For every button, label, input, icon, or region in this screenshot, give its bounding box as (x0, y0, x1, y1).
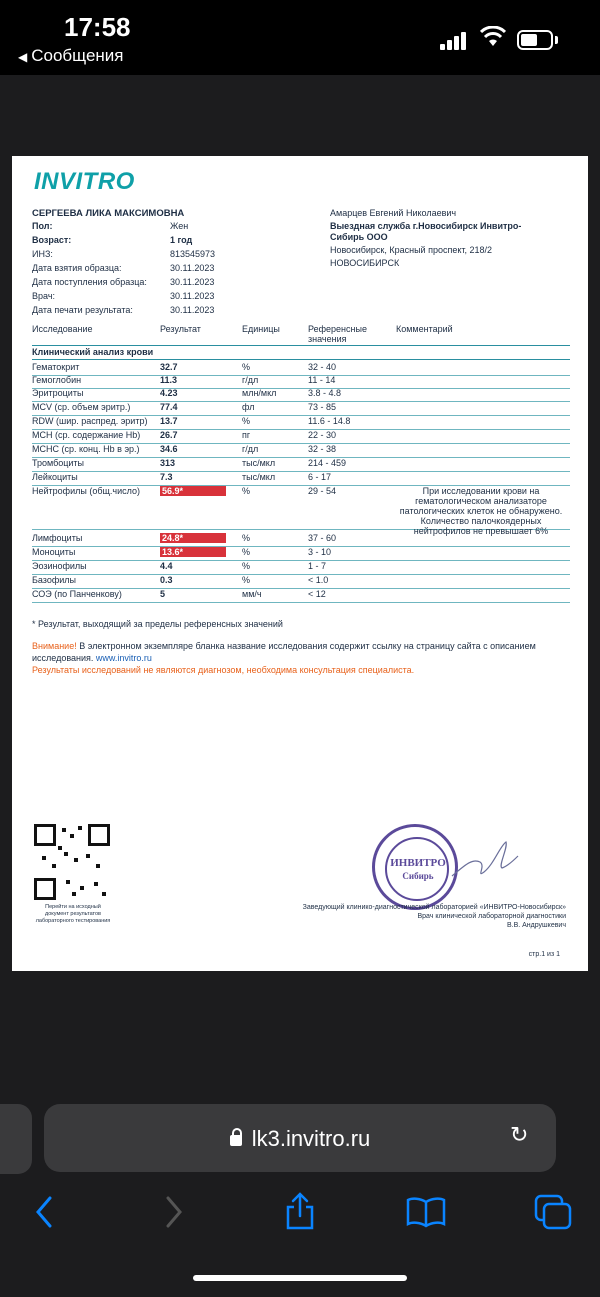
row-test-name[interactable] (32, 388, 83, 398)
previous-tab-preview[interactable] (0, 1104, 32, 1174)
row-test-name[interactable] (32, 561, 87, 571)
row-ref (308, 561, 326, 571)
row-test-name-text: Гемоглобин (32, 375, 82, 385)
row-test-name[interactable] (32, 458, 84, 468)
battery-tip (555, 36, 558, 44)
row-test-name[interactable] (32, 375, 81, 385)
row-ref-text: 32 - 40 (308, 362, 337, 372)
row-ref-text: 29 - 54 (308, 486, 337, 496)
doctor-label: Врач: (32, 291, 56, 301)
row-comment-line: патологических клеток не обнаружено. (399, 506, 563, 516)
row-test-name-text: Лейкоциты (32, 472, 78, 482)
printed-value: 30.11.2023 (170, 305, 215, 315)
tabs-icon[interactable] (534, 1194, 572, 1230)
row-ref-text: < 1.0 (308, 575, 329, 585)
row-ref-text: 37 - 60 (308, 533, 337, 543)
qr-caption-1: Перейти на исходный (45, 904, 101, 910)
row-test-name-text: Эозинофилы (32, 561, 87, 571)
stamp-text-2: Сибирь (402, 871, 434, 881)
share-icon[interactable] (284, 1192, 316, 1230)
row-units (242, 402, 254, 412)
row-result-text: 0.3 (160, 575, 173, 585)
signer-title-2: Врач клинической лабораторной диагностики (417, 913, 566, 920)
row-divider (32, 560, 570, 561)
row-units-text: фл (242, 402, 255, 412)
row-comment-line: нейтрофилов не превышает 6% (413, 526, 549, 536)
row-divider (32, 574, 570, 575)
row-result-text: 4.4 (160, 561, 173, 571)
wifi-icon (480, 26, 506, 48)
row-test-name-text: Нейтрофилы (общ.число) (32, 486, 140, 496)
row-comment-line: гематологическом анализаторе (415, 496, 547, 506)
row-result (160, 561, 173, 571)
row-units-text: тыс/мкл (242, 472, 276, 482)
row-result (160, 375, 177, 385)
row-ref-text: 3.8 - 4.8 (308, 388, 342, 398)
row-test-name[interactable] (32, 362, 79, 372)
row-result-text: 5 (160, 589, 166, 599)
row-units-text: % (242, 547, 251, 557)
row-ref (308, 444, 336, 454)
row-ref (308, 430, 336, 440)
warning-prefix: исследования. (32, 653, 96, 663)
row-ref (308, 416, 350, 426)
row-test-name-text: Лимфоциты (32, 533, 83, 543)
col-comment: Комментарий (396, 324, 453, 334)
received-value: 30.11.2023 (170, 277, 215, 287)
row-test-name[interactable] (32, 486, 140, 496)
row-test-name-text: MCV (ср. объем эритр.) (32, 402, 131, 412)
lab-stamp (372, 824, 458, 910)
row-units-text: г/дл (242, 444, 259, 454)
row-test-name[interactable] (32, 589, 122, 599)
row-divider (32, 375, 570, 376)
row-result-text: 34.6 (160, 444, 178, 454)
row-result (160, 430, 178, 440)
qr-caption-2: документ результатов (45, 911, 101, 917)
invitro-logo: INVITRO (34, 168, 135, 195)
row-comment-line: Количество палочкоядерных (420, 516, 542, 526)
warning-line-3: Результаты исследований не являются диагнозом, необходима консультация специалиста. (32, 665, 415, 675)
row-units-text: % (242, 561, 251, 571)
row-result-text: 24.8* (160, 533, 226, 543)
row-result (160, 589, 165, 599)
row-units (242, 561, 250, 571)
row-units (242, 589, 262, 599)
row-units (242, 416, 250, 426)
row-ref (308, 458, 346, 468)
row-result-text: 7.3 (160, 472, 173, 482)
row-result (160, 533, 226, 543)
row-result-text: 13.7 (160, 416, 178, 426)
clock: 17:58 (64, 12, 131, 42)
lab-result-document (12, 156, 588, 971)
row-ref (308, 388, 341, 398)
row-units (242, 486, 250, 496)
row-units-text: % (242, 533, 251, 543)
doctor-value: 30.11.2023 (170, 291, 215, 301)
row-units (242, 547, 250, 557)
warning-line-2 (32, 653, 152, 663)
signer-title-1: Заведующий клинико-диагностической лабораторией «ИНВИТРО-Новосибирск» (302, 904, 566, 911)
row-ref-text: 11.6 - 14.8 (308, 416, 351, 426)
row-ref-text: 214 - 459 (308, 458, 347, 468)
col-test: Исследование (32, 324, 93, 334)
clinic-service-2: Сибирь ООО (330, 232, 388, 242)
reload-icon[interactable]: ↻ (510, 1122, 529, 1147)
row-result-text: 32.7 (160, 362, 178, 372)
row-units (242, 575, 250, 585)
row-test-name[interactable] (32, 547, 75, 557)
row-result-text: 13.6* (160, 547, 226, 557)
row-test-name-text: Тромбоциты (32, 458, 85, 468)
clinic-city: НОВОСИБИРСК (330, 258, 400, 268)
header-divider (32, 345, 570, 346)
row-units (242, 444, 258, 454)
warning-line-1 (32, 641, 536, 651)
signature-icon (450, 836, 520, 886)
patient-name: СЕРГЕЕВА ЛИКА МАКСИМОВНА (32, 208, 185, 219)
row-units-text: млн/мкл (242, 388, 277, 398)
row-result-text: 56.9* (160, 486, 226, 496)
row-units (242, 458, 275, 468)
row-units (242, 533, 250, 543)
row-ref (308, 575, 328, 585)
browser-bottom-bar (0, 1090, 600, 1297)
row-ref-text: 32 - 38 (308, 444, 337, 454)
row-test-name[interactable] (32, 402, 130, 412)
row-test-name[interactable] (32, 533, 82, 543)
lock-icon (230, 1135, 242, 1146)
row-test-name-text: MCH (ср. содержание Hb) (32, 430, 141, 440)
clinic-person: Амарцев Евгений Николаевич (330, 208, 457, 218)
row-units (242, 430, 250, 440)
row-ref (308, 375, 335, 385)
row-units (242, 472, 275, 482)
url-text: lk3.invitro.ru (251, 1126, 371, 1151)
row-units-text: пг (242, 430, 251, 440)
row-result-text: 4.23 (160, 388, 178, 398)
clinic-service-1: Выездная служба г.Новосибирск Инвитро- (330, 221, 522, 231)
row-test-name[interactable] (32, 430, 140, 440)
col-units: Единицы (242, 324, 280, 334)
row-ref (308, 533, 336, 543)
row-comment-line: При исследовании крови на (422, 486, 540, 496)
col-result: Результат (160, 324, 201, 334)
back-to-messages[interactable] (18, 46, 124, 66)
row-ref (308, 472, 331, 482)
section-title: Клинический анализ крови (32, 347, 154, 357)
row-result (160, 458, 175, 468)
received-label: Дата поступления образца: (32, 277, 147, 287)
footnote: * Результат, выходящий за пределы референсных значений (32, 619, 283, 629)
status-bar (0, 0, 600, 75)
row-ref (308, 486, 336, 496)
stamp-text-1: ИНВИТРО (390, 857, 446, 869)
row-units-text: % (242, 416, 251, 426)
warning-text: В электронном экземпляре бланка название исследования содержит ссылку на страницу сайта с описанием (76, 641, 536, 651)
row-test-name-text: Эритроциты (32, 388, 84, 398)
row-test-name-text: Моноциты (32, 547, 76, 557)
row-ref-text: 22 - 30 (308, 430, 337, 440)
clinic-address: Новосибирск, Красный проспект, 218/2 (330, 245, 493, 255)
battery-icon (517, 30, 553, 50)
row-result (160, 575, 173, 585)
page-number: стр.1 из 1 (528, 951, 560, 958)
row-ref (308, 402, 336, 412)
row-ref-text: < 12 (308, 589, 326, 599)
age-label: Возраст: (32, 235, 72, 245)
age-value: 1 год (170, 235, 193, 245)
row-result-text: 77.4 (160, 402, 178, 412)
row-ref-text: 3 - 10 (308, 547, 332, 557)
row-test-name[interactable] (32, 444, 140, 454)
inz-value: 813545973 (170, 249, 216, 259)
url-display[interactable] (44, 1126, 556, 1152)
row-test-name-text: MCHC (ср. конц. Hb в эр.) (32, 444, 140, 454)
address-bar[interactable] (44, 1104, 556, 1172)
back-label: Сообщения (31, 46, 124, 65)
row-ref-text: 11 - 14 (308, 375, 336, 385)
row-divider (32, 471, 570, 472)
warning-word: Внимание! (32, 641, 77, 651)
back-triangle-icon: ◀ (18, 50, 28, 64)
qr-code[interactable] (34, 824, 110, 900)
back-icon[interactable] (34, 1196, 54, 1228)
row-result (160, 486, 226, 496)
col-ref-1: Референсные (308, 324, 367, 334)
row-divider (32, 546, 570, 547)
taken-value: 30.11.2023 (170, 263, 215, 273)
row-test-name-text: RDW (шир. распред. эритр) (32, 416, 148, 426)
row-ref (308, 547, 331, 557)
sex-value: Жен (170, 221, 189, 231)
row-result (160, 547, 226, 557)
row-units-text: % (242, 486, 251, 496)
row-units-text: мм/ч (242, 589, 262, 599)
row-result (160, 402, 178, 412)
row-ref-text: 1 - 7 (308, 561, 327, 571)
col-ref-2: значения (308, 334, 347, 344)
bookmarks-icon[interactable] (406, 1196, 446, 1228)
row-test-name-text: Базофилы (32, 575, 76, 585)
row-test-name[interactable] (32, 575, 76, 585)
row-units (242, 388, 276, 398)
signal-icon (440, 30, 470, 50)
row-ref (308, 362, 336, 372)
row-ref-text: 6 - 17 (308, 472, 332, 482)
row-units-text: % (242, 362, 251, 372)
row-units-text: тыс/мкл (242, 458, 276, 468)
invitro-link[interactable]: www.invitro.ru (95, 653, 152, 663)
row-ref-text: 73 - 85 (308, 402, 337, 412)
row-test-name[interactable] (32, 472, 78, 482)
home-indicator[interactable] (193, 1275, 407, 1281)
signer-name: В.В. Андрушкевич (506, 922, 566, 929)
row-units (242, 362, 250, 372)
row-divider (32, 457, 570, 458)
row-divider (32, 388, 570, 389)
qr-caption-3: лабораторного тестирования (35, 918, 111, 924)
printed-label: Дата печати результата: (32, 305, 133, 315)
row-divider (32, 602, 570, 603)
row-result (160, 362, 178, 372)
row-test-name-text: Гематокрит (32, 362, 80, 372)
section-divider (32, 359, 570, 360)
row-ref (308, 589, 326, 599)
row-test-name[interactable] (32, 416, 147, 426)
row-units (242, 375, 258, 385)
row-result-text: 26.7 (160, 430, 178, 440)
row-result (160, 444, 178, 454)
sex-label: Пол: (32, 221, 53, 231)
row-result-text: 313 (160, 458, 176, 468)
row-result (160, 472, 173, 482)
row-result (160, 416, 178, 426)
row-units-text: г/дл (242, 375, 259, 385)
taken-label: Дата взятия образца: (32, 263, 122, 273)
row-units-text: % (242, 575, 251, 585)
row-result (160, 388, 178, 398)
row-test-name-text: СОЭ (по Панченкову) (32, 589, 122, 599)
inz-label: ИНЗ: (32, 249, 53, 259)
forward-icon[interactable] (164, 1196, 184, 1228)
row-result-text: 11.3 (160, 375, 178, 385)
